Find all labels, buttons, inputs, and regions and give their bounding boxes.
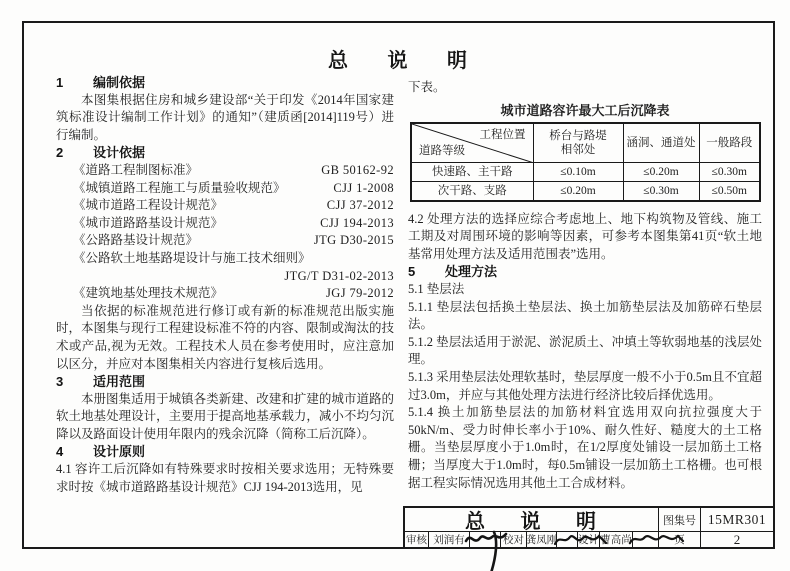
row-value: ≤0.30m (699, 163, 760, 182)
proofreader-label: 校对 (500, 532, 526, 547)
standard-code: CJJ 194-2013 (320, 215, 394, 230)
section-1-heading (56, 74, 394, 92)
table-row (411, 182, 760, 201)
settlement-table-title: 城市道路容许最大工后沉降表 (500, 102, 670, 118)
section-1-number: 1 (56, 75, 64, 90)
section-5-heading (408, 263, 762, 281)
standard-code: CJJ 1-2008 (333, 180, 394, 195)
corner-label-grade: 道路等级 (419, 145, 465, 158)
standard-code-continued: JTG/T D31-02-2013 (284, 268, 394, 283)
standard-name: 《城市道路路基设计规范》 (73, 215, 224, 230)
right-column (408, 79, 762, 492)
atlas-number-label: 图集号 (658, 508, 700, 532)
corner-label-position: 工程位置 (479, 128, 526, 141)
row-label: 快速路、主干路 (411, 163, 533, 182)
standard-ref-row (56, 285, 394, 303)
settlement-table (410, 122, 761, 202)
standard-name: 《城市道路工程设计规范》 (73, 198, 224, 213)
page-number: 2 (700, 532, 773, 547)
title-block-title: 总 说 明 (405, 508, 658, 532)
standard-ref-row (56, 197, 394, 215)
standard-ref-row (56, 250, 394, 268)
section-2-heading (56, 144, 394, 162)
standard-name: 《公路路基设计规范》 (73, 233, 199, 248)
table-header-abutment: 桥台与路堤 相邻处 (533, 123, 623, 163)
para-5-1-3: 5.1.3 采用垫层法处理软基时，垫层厚度一般不小于0.5m且不宜超过3.0m，并应与其他处理方法进行经济比较后择优选用。 (408, 369, 762, 402)
atlas-number-value: 15MR301 (700, 508, 773, 532)
para-standards-validity: 当依据的标准规范进行修订或有新的标准规范出版实施时，本图集与现行工程建设标准不符的内容、限制或淘汰的技术或产品,视为无效。工程技术人员在参考使用时，应注意加以区分，并应对本图集相关内容进行复核后选用。 (56, 303, 394, 371)
para-see-table: 下表。 (408, 80, 446, 94)
para-5-1-2: 5.1.2 垫层法适用于淤泥、淤泥质土、冲填土等软弱地基的浅层处理。 (408, 334, 762, 367)
standard-code: GB 50162-92 (321, 162, 394, 177)
section-4-number: 4 (56, 444, 64, 460)
page-label: 页 (658, 532, 700, 547)
section-1-title: 编制依据 (93, 75, 146, 90)
standard-name: 《城镇道路工程施工与质量验收规范》 (73, 180, 286, 195)
standard-name: 《建筑地基处理技术规范》 (73, 286, 224, 301)
table-corner-cell (411, 123, 533, 163)
table-header-general: 一般路段 (699, 123, 760, 163)
section-4-heading (56, 443, 394, 461)
section-2-title: 设计依据 (93, 145, 146, 161)
proofreader-signature-cell (556, 532, 577, 547)
title-block (403, 506, 775, 549)
reviewer-label: 审核 (406, 535, 427, 546)
section-3-heading (56, 373, 394, 391)
standard-ref-row (56, 215, 394, 233)
row-label: 次干路、支路 (411, 182, 533, 201)
section-3-title: 适用范围 (93, 374, 146, 390)
standard-code: CJJ 37-2012 (326, 198, 394, 213)
para-4-2: 4.2 处理方法的选择应综合考虑地上、地下构筑物及管线、施工工期及对周围环境的影响等因素，可参考本图集第41页“软土地基常用处理方法及适用范围表”选用。 (408, 211, 762, 261)
para-5-1-1: 5.1.1 垫层法包括换土垫层法、换土加筋垫层法及加筋碎石垫层法。 (408, 299, 762, 332)
standard-ref-row (56, 180, 394, 198)
section-5-title: 处理方法 (445, 264, 498, 280)
designer-name: 曹高尚 (599, 532, 632, 547)
designer-signature-cell (632, 532, 658, 547)
row-value: ≤0.20m (533, 182, 623, 201)
section-2-number: 2 (56, 145, 64, 161)
para-4-1: 4.1 容许工后沉降如有特殊要求时按相关要求选用；无特殊要求时按《城市道路路基设计规范》CJJ 194-2013选用，见 (56, 462, 394, 494)
reviewer-name: 刘润有 (428, 532, 469, 547)
row-value: ≤0.50m (699, 182, 760, 201)
para-compilation-basis: 本图集根据住房和城乡建设部“关于印发《2014年国家建筑标准设计编制工作计划》的通知”（建质函[2014]119号）进行编制。 (56, 92, 394, 142)
standard-name: 《公路软土地基路堤设计与施工技术细则》 (73, 250, 311, 265)
para-5-1: 5.1 垫层法 (408, 281, 465, 296)
designer-label: 设计 (577, 532, 599, 547)
para-5-1-4: 5.1.4 换土加筋垫层法的加筋材料宜选用双向抗拉强度大于50kN/m、受力时伸长率小于10%、耐久性好、糙度大的土工格栅。当垫层厚度小于1.0m时，在1/2厚度处铺设一层加筋土工格栅；当厚度大于1.0m时，每0.5m铺设一层加筋土工格栅。也可根据工程实际情况选用其他土工合成材料。 (408, 405, 762, 490)
section-3-number: 3 (56, 374, 64, 390)
row-value: ≤0.30m (623, 182, 699, 201)
left-column (56, 74, 394, 496)
section-5-number: 5 (408, 264, 416, 280)
table-row (411, 163, 760, 182)
proofreader-name: 龚凤刚 (526, 532, 556, 547)
standard-ref-row (56, 232, 394, 250)
standard-ref-row (56, 162, 394, 180)
row-value: ≤0.10m (533, 163, 623, 182)
standard-name: 《道路工程制图标准》 (73, 162, 199, 177)
standard-code: JGJ 79-2012 (326, 286, 394, 301)
page-title: 总 说 明 (327, 50, 470, 72)
standard-code: JTG D30-2015 (313, 233, 394, 248)
table-header-culvert: 涵洞、通道处 (623, 123, 699, 163)
row-value: ≤0.20m (623, 163, 699, 182)
para-scope: 本册图集适用于城镇各类新建、改建和扩建的城市道路的软土地基处理设计，主要用于提高地基承载力，减小不均匀沉降以及路面设计使用年限内的残余沉降（简称工后沉降）。 (56, 391, 394, 441)
section-4-title: 设计原则 (93, 444, 146, 460)
reviewer-signature-cell (469, 532, 500, 547)
